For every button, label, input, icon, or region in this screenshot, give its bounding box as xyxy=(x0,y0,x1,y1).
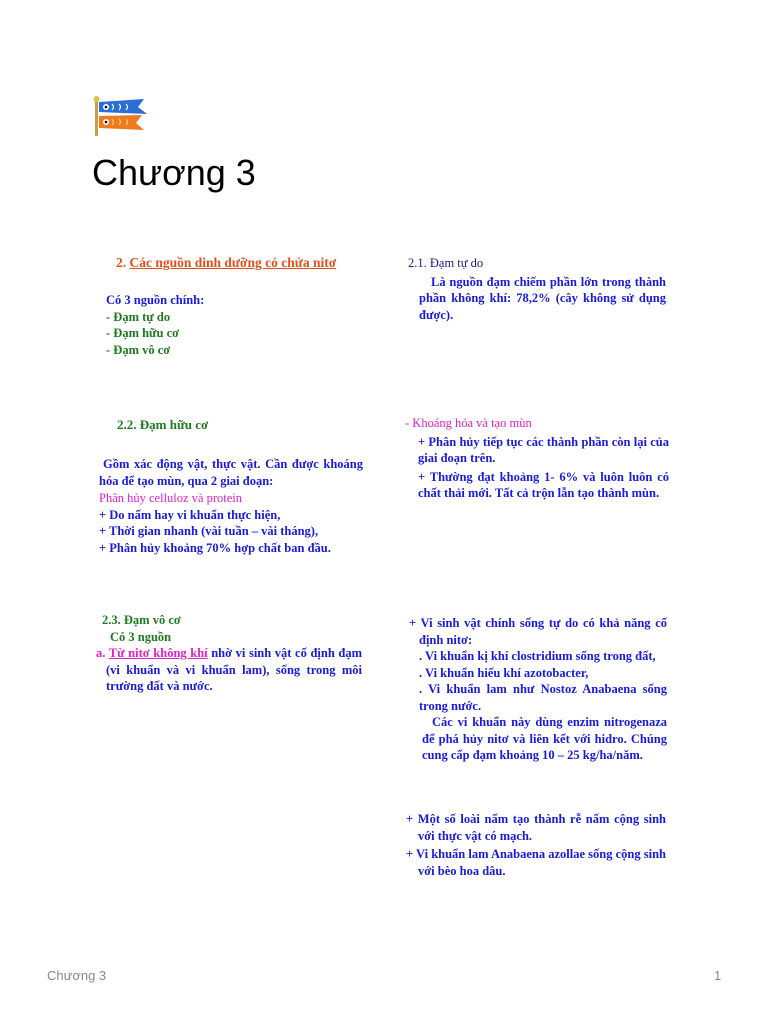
intro-text: Có 3 nguồn xyxy=(110,629,172,644)
list-item: - Đạm vô cơ xyxy=(106,342,171,357)
list-item: - Đạm tự do xyxy=(106,309,171,324)
list-item: . Vi khuẩn lam như Nostoz Anabaena sống trong nước. xyxy=(419,682,667,713)
page-title: Chương 3 xyxy=(92,152,256,193)
slide-heading: 2.3. Đạm vô cơ xyxy=(102,613,181,627)
slide-inorganic-nitrogen xyxy=(96,612,362,695)
slide-free-nitrogen xyxy=(408,255,666,323)
item-label: a. xyxy=(96,646,109,660)
slide-heading xyxy=(116,255,376,272)
carp-streamer-logo xyxy=(92,96,154,138)
body-text xyxy=(96,645,362,695)
slide-mineralization xyxy=(405,415,669,502)
highlight-text: Từ nitơ không khí xyxy=(108,646,208,660)
slide-heading: 2.1. Đạm tự do xyxy=(408,256,484,270)
list-item: . Vi khuẩn hiếu khí azotobacter, xyxy=(419,665,589,680)
heading-text: Các nguồn dinh dưỡng có chứa nitơ xyxy=(129,255,337,270)
list-item: + Vi khuẩn lam Anabaena azollae sống cộng sinh với bèo hoa dâu. xyxy=(406,847,666,878)
slide-organic-nitrogen xyxy=(117,417,317,434)
list-item: + Một số loài nấm tạo thành rễ nấm cộng sinh với thực vật có mạch. xyxy=(406,812,666,843)
list-item: + Thường đạt khoảng 1- 6% và luôn luôn có chất thải mới. Tất cả trộn lẫn tạo thành mùn. xyxy=(418,469,669,500)
intro-text: Có 3 nguồn chính: xyxy=(106,293,205,307)
intro-text: + Vi sinh vật chính sống tự do có khả năng cố định nitơ: xyxy=(409,616,667,647)
page-number: 1 xyxy=(714,968,722,983)
slide-nutrient-sources xyxy=(116,255,376,272)
slide-microorganisms xyxy=(409,615,667,764)
footer-chapter: Chương 3 xyxy=(47,968,107,983)
slide-organic-body xyxy=(99,456,363,556)
slide-symbiosis xyxy=(406,811,666,879)
body-text: Gồm xác động vật, thực vật. Cần được khoáng hóa để tạo mùn, qua 2 giai đoạn: xyxy=(99,457,363,488)
slide-heading: - Khoáng hóa và tạo mùn xyxy=(405,416,532,430)
heading-number: 2. xyxy=(116,255,130,270)
slide-heading: 2.2. Đạm hữu cơ xyxy=(117,417,209,432)
body-text: Các vi khuẩn này dùng enzim nitrogenaza để phá hủy nitơ và liên kết với hidro. Chúng cung cấp đạm khoảng 10 – 25 kg/ha/năm. xyxy=(422,715,667,762)
list-item: + Phân hủy tiếp tục các thành phần còn lại của giai đoạn trên. xyxy=(418,434,669,465)
list-item: + Phân hủy khoảng 70% hợp chất ban đầu. xyxy=(99,540,331,555)
item-text: nhờ vi sinh vật cố định đạm (vi khuẩn và vi khuẩn lam), sống trong môi trường đất và nước. xyxy=(106,646,362,693)
list-item: + Do nấm hay vi khuẩn thực hiện, xyxy=(99,507,281,522)
body-text: Là nguồn đạm chiếm phần lớn trong thành phần không khí: 78,2% (cây không sử dụng được). xyxy=(419,274,666,322)
slide-nutrient-list xyxy=(106,292,306,358)
list-item: - Đạm hữu cơ xyxy=(106,326,180,340)
list-item: . Vi khuẩn kị khí clostridium sống trong đất, xyxy=(419,649,656,663)
list-item: + Thời gian nhanh (vài tuần – vài tháng), xyxy=(99,524,319,538)
subheading: Phân hủy celluloz và protein xyxy=(99,491,243,505)
